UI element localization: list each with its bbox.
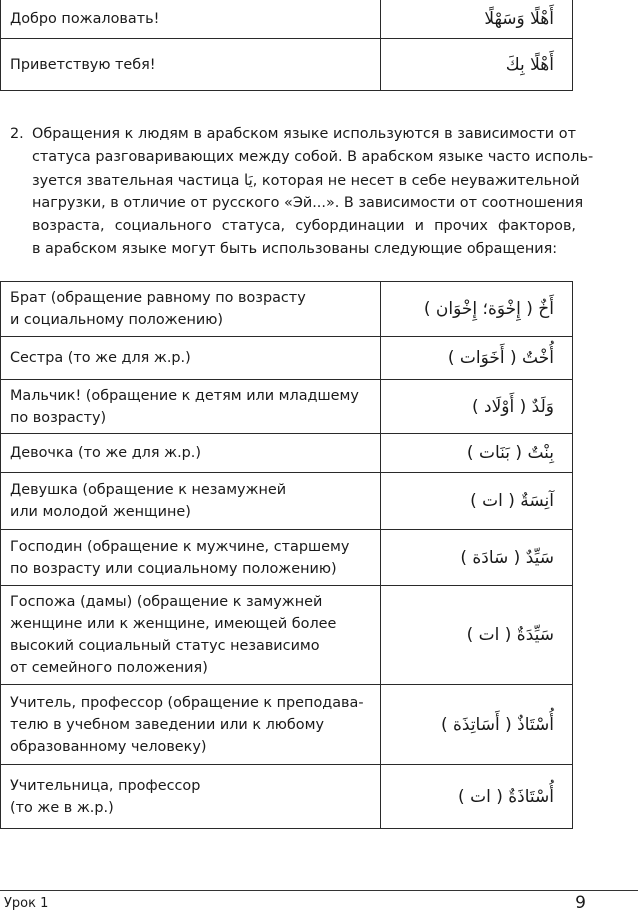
cell-line: Сестра (то же для ж.р.) (10, 350, 191, 366)
arabic-cell: سَيِّدٌ ( سَادَة ) (381, 530, 573, 586)
table-row (1, 765, 573, 829)
russian-cell (1, 685, 381, 765)
paragraph-line: Обращения к людям в арабском языке используются в зависимости от (32, 126, 576, 142)
arabic-cell: أَهْلًا بِكَ (381, 39, 573, 91)
cell-line: от семейного положения) (10, 660, 208, 676)
cell-line: по возрасту) (10, 409, 107, 426)
cell-line: Девочка (то же для ж.р.) (10, 445, 201, 461)
cell-line: высокий социальный статус независимо (10, 638, 320, 654)
arabic-cell: أُخْتٌ ( أَخَوَات ) (381, 337, 573, 380)
table-row (1, 39, 573, 91)
table-row (1, 685, 573, 765)
cell-line: или молодой женщине) (10, 504, 191, 520)
russian-cell (1, 530, 381, 586)
cell-line: по возрасту или социальному положению) (10, 560, 337, 577)
cell-line: телю в учебном заведении или к любому (10, 716, 324, 733)
russian-cell (1, 473, 381, 530)
table-row (1, 586, 573, 685)
cell-line: Девушка (обращение к незамужней (10, 482, 287, 498)
table-row (1, 282, 573, 337)
greetings-table (0, 0, 573, 91)
arabic-cell: أَهْلًا وَسَهْلًا (381, 0, 573, 39)
paragraph-line: в арабском языке могут быть использованы следующие обращения: (32, 240, 558, 257)
table-row (1, 0, 573, 39)
arabic-cell: أُسْتَاذٌ ( أَسَاتِذَة ) (381, 685, 573, 765)
russian-cell (1, 380, 381, 434)
paragraph-text (32, 123, 594, 261)
table-row (1, 530, 573, 586)
paragraph-line-with-particle (32, 169, 580, 193)
russian-cell: Приветствую тебя! (1, 39, 381, 91)
russian-cell (1, 282, 381, 337)
paragraph-line-part: зуется звательная частица (32, 172, 245, 189)
table-row (1, 380, 573, 434)
footer-divider (0, 890, 638, 891)
paragraph-number: 2. (10, 126, 24, 142)
cell-line: Учительница, профессор (10, 777, 201, 794)
cell-line: образованному человеку) (10, 738, 207, 755)
table-row (1, 473, 573, 530)
page-number: 9 (575, 893, 586, 913)
vocative-particle: يَا (244, 170, 253, 189)
table-row (1, 434, 573, 473)
russian-cell (1, 337, 381, 380)
lesson-label: Урок 1 (4, 896, 49, 911)
address-forms-table (0, 281, 573, 829)
cell-line: (то же в ж.р.) (10, 799, 114, 816)
russian-cell: Добро пожаловать! (1, 0, 381, 39)
paragraph-line: возраста, социального статуса, субординации и прочих факторов, (32, 218, 576, 235)
russian-cell (1, 586, 381, 685)
cell-line: Господин (обращение к мужчине, старшему (10, 538, 350, 555)
paragraph-line: нагрузки, в отличие от русского «Эй...». В зависимости от соотношения (32, 195, 584, 212)
cell-line: и социальному положению) (10, 312, 223, 328)
table-row (1, 337, 573, 380)
cell-line: Учитель, профессор (обращение к преподава- (10, 694, 364, 711)
paragraph-line: статуса разговаривающих между собой. В арабском языке часто исполь- (32, 148, 594, 165)
arabic-cell: وَلَدٌ ( أَوْلَاد ) (381, 380, 573, 434)
cell-line: женщине или к женщине, имеющей более (10, 616, 337, 632)
russian-cell (1, 434, 381, 473)
cell-line: Мальчик! (обращение к детям или младшему (10, 387, 359, 404)
arabic-cell: بِنْتٌ ( بَنَات ) (381, 434, 573, 473)
arabic-cell: آنِسَةٌ ( ات ) (381, 473, 573, 530)
russian-cell (1, 765, 381, 829)
arabic-cell: أَخٌ ( إِخْوَة؛ إِخْوَان ) (381, 282, 573, 337)
paragraph-line-part: , которая не несет в себе неуважительной (252, 172, 580, 189)
arabic-cell: سَيِّدَةٌ ( ات ) (381, 586, 573, 685)
cell-line: Госпожа (дамы) (обращение к замужней (10, 594, 323, 610)
cell-line: Брат (обращение равному по возрасту (10, 290, 306, 306)
paragraph-2 (10, 123, 594, 261)
arabic-cell: أُسْتَاذَةٌ ( ات ) (381, 765, 573, 829)
